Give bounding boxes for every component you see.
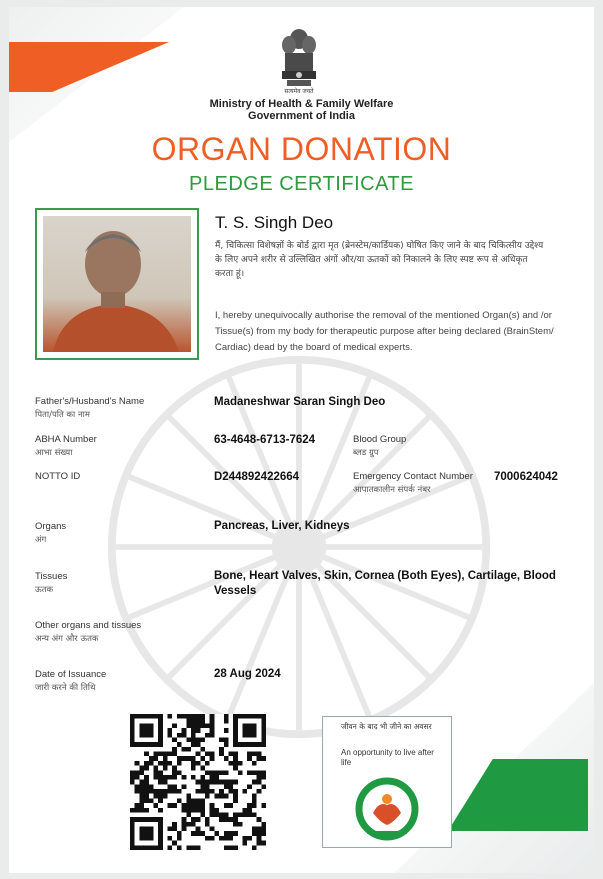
- other-organs-label-hindi: अन्य अंग और ऊतक: [35, 634, 99, 644]
- notto-logo-box: [322, 716, 452, 848]
- father-label-block: [35, 395, 144, 420]
- notto-logo-mark: NOTTO: [378, 780, 396, 786]
- donor-photo-frame: [35, 208, 199, 360]
- blood-group-label: Blood Group: [353, 434, 407, 445]
- abha-label-hindi: आभा संख्या: [35, 448, 73, 458]
- national-emblem-icon: [277, 25, 321, 93]
- organs-label: Organs: [35, 521, 67, 532]
- blood-group-label-block: [353, 433, 406, 458]
- person-silhouette-icon: [43, 216, 191, 352]
- tissues-label-block: [35, 570, 67, 595]
- organs-label-hindi: अंग: [35, 535, 47, 545]
- government-name: Government of India: [248, 110, 355, 122]
- donor-photo: [43, 216, 191, 352]
- emergency-label-block: [353, 470, 473, 495]
- chakra-watermark-icon: [104, 352, 494, 742]
- father-value: Madaneshwar Saran Singh Deo: [214, 396, 386, 408]
- date-label-hindi: जारी करने की तिथि: [35, 683, 96, 693]
- ministry-heading: [9, 98, 594, 122]
- abha-value: 63-4648-6713-7624: [214, 434, 316, 446]
- date-label: Date of Issuance: [35, 669, 107, 680]
- logo-tagline-hindi: जीवन के बाद भी जीने का अवसर: [341, 722, 432, 731]
- certificate-subtitle: PLEDGE CERTIFICATE: [189, 173, 414, 195]
- other-organs-label-block: [35, 619, 141, 644]
- emergency-value: 7000624042: [494, 471, 558, 483]
- blood-group-label-hindi: ब्लड ग्रुप: [353, 448, 379, 458]
- green-stripe: [448, 759, 588, 831]
- ministry-name: Ministry of Health & Family Welfare: [209, 98, 394, 110]
- orange-stripe: [9, 42, 169, 92]
- organs-value: Pancreas, Liver, Kidneys: [214, 520, 350, 532]
- certificate-page: [9, 7, 594, 873]
- certificate-title: ORGAN DONATION: [151, 131, 452, 167]
- pledge-text-english: I, hereby unequivocally authorise the removal of the mentioned Organ(s) and /or Tissue(s) from my body for therapeutic purpose after being declared (BrainStem/ Cardiac) dead by the board of medical experts.: [215, 310, 554, 353]
- emergency-label: Emergency Contact Number: [353, 471, 473, 482]
- logo-tagline-english: An opportunity to live after life: [341, 748, 434, 767]
- abha-label-block: [35, 433, 97, 458]
- tissues-label: Tissues: [35, 571, 68, 582]
- emblem-motto: सत्यमेव जयते: [284, 89, 314, 95]
- tissues-label-hindi: ऊतक: [35, 585, 54, 595]
- father-label: Father's/Husband's Name: [35, 396, 145, 407]
- notto-label-block: [35, 470, 80, 484]
- organs-label-block: [35, 520, 66, 545]
- notto-value: D244892422664: [214, 471, 300, 483]
- date-label-block: [35, 668, 106, 693]
- tissues-value: Bone, Heart Valves, Skin, Cornea (Both Eyes), Cartilage, Blood Vessels: [214, 570, 556, 597]
- abha-label: ABHA Number: [35, 434, 97, 445]
- father-label-hindi: पिता/पति का नाम: [35, 410, 90, 420]
- notto-logo-icon: [349, 775, 425, 841]
- donor-name: T. S. Singh Deo: [215, 213, 334, 232]
- other-organs-label: Other organs and tissues: [35, 620, 142, 631]
- date-value: 28 Aug 2024: [214, 668, 281, 680]
- emergency-label-hindi: आपातकालीन संपर्क नंबर: [353, 485, 431, 495]
- notto-label: NOTTO ID: [35, 471, 81, 482]
- qr-code[interactable]: [130, 714, 266, 850]
- pledge-text-hindi: मैं, चिकित्सा विशेषज्ञों के बोर्ड द्वारा मृत (ब्रेनस्टेम/कार्डियक) घोषित किए जाने के बाद चिकित्सीय उद्देश्य के लिए अपने शरीर से उल्लिखित अंगों और/या ऊतकों को निकालने के लिए स्पष्ट रूप से अधिकृत करता हूं।: [215, 241, 544, 279]
